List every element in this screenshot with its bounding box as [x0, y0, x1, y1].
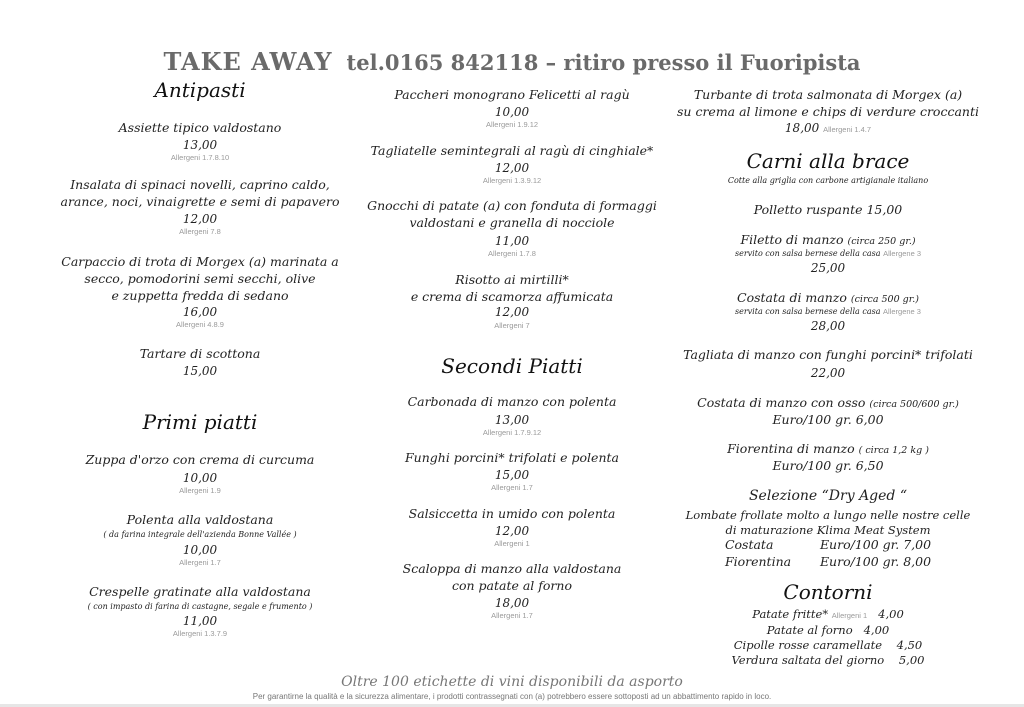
dish-price: 10,00	[182, 471, 218, 485]
dish-allergens: Allergeni 1.7	[491, 483, 533, 492]
dish-allergens: Allergeni 4.8.9	[176, 320, 224, 329]
dish-name: Carpaccio di trota di Morgex (a) marinata a	[61, 254, 339, 269]
dish-allergens: Allergene 3	[883, 307, 921, 316]
section-subtitle: Cotte alla griglia con carbone artigianale italiano	[727, 176, 929, 185]
dish-price: Euro/100 gr. 6,00	[772, 412, 884, 427]
dish-price: 11,00	[182, 614, 218, 628]
dish-allergens: Allergeni 1.4.7	[823, 125, 872, 134]
dish-note-text: servito con salsa bernese della casa	[734, 249, 881, 258]
dish-price: 12,00	[182, 212, 218, 226]
dish-allergens: Allergeni 1.9	[179, 486, 221, 495]
dish-allergens: Allergeni 1.7.8.10	[170, 153, 230, 162]
dish-name: Polenta alla valdostana	[126, 512, 274, 527]
disclaimer: Per garantirne la qualità e la sicurezza alimentare, i prodotti contrassegnati con (a) potrebbero essere sottoposti ad un abbattimento rapido in loco.	[252, 692, 772, 701]
dish-price: 16,00	[182, 305, 218, 319]
side-name: Patate fritte*	[752, 607, 829, 621]
dish-title: Filetto di manzo	[740, 232, 844, 247]
dry-aged-cut: Fiorentina	[724, 554, 792, 569]
dish-price: 18,00	[784, 121, 820, 135]
take-away-title: TAKE AWAY	[163, 47, 333, 76]
side-item	[665, 652, 991, 668]
dish-name	[665, 395, 991, 413]
section-title-primi: Primi piatti	[142, 410, 258, 434]
contact-info: tel.0165 842118 – ritiro presso il Fuoripista	[346, 50, 861, 75]
dish-price: 12,00	[494, 305, 530, 319]
dry-aged-row	[665, 537, 991, 553]
side-price: 4,50	[896, 638, 923, 652]
wine-note: Oltre 100 etichette di vini disponibili da asporto	[341, 674, 683, 690]
dish-title: Costata di manzo	[737, 290, 847, 305]
dish-title: Costata di manzo con osso	[697, 395, 866, 410]
dish-name: Risotto ai mirtilli*	[455, 272, 569, 287]
dish-name: Paccheri monograno Felicetti al ragù	[394, 87, 630, 102]
dish-price: 15,00	[494, 468, 530, 482]
dish-name: e zuppetta fredda di sedano	[111, 288, 289, 303]
dish-price: 18,00	[494, 596, 530, 610]
dry-aged-desc: Lombate frollate molto a lungo nelle nostre celle	[685, 508, 971, 522]
dish-price: 22,00	[810, 366, 846, 380]
dish-name: e crema di scamorza affumicata	[410, 289, 614, 304]
dish-note-text: servita con salsa bernese della casa	[735, 307, 881, 316]
dry-aged-title: Selezione “Dry Aged “	[748, 488, 908, 504]
dish-allergens: Allergeni 1.7	[179, 558, 221, 567]
dish-price: 28,00	[810, 319, 846, 333]
dish-name: Polletto ruspante 15,00	[753, 202, 903, 217]
dish-price: Euro/100 gr. 6,50	[772, 458, 884, 473]
dish-name: arance, noci, vinaigrette e semi di papavero	[60, 194, 340, 209]
dish-name: secco, pomodorini semi secchi, olive	[84, 271, 316, 286]
dish-note: ( da farina integrale dell'azienda Bonne Vallée )	[103, 530, 297, 539]
dish-name: Assiette tipico valdostano	[118, 120, 282, 135]
dish-price: 15,00	[182, 364, 218, 378]
dish-price: 25,00	[810, 261, 846, 275]
dry-aged-cut: Costata	[724, 537, 774, 552]
dish-weight: (circa 500/600 gr.)	[869, 399, 959, 410]
dish-name	[665, 441, 991, 459]
dish-weight: (circa 250 gr.)	[847, 236, 916, 247]
dish-price: 10,00	[494, 105, 530, 119]
dish-allergens: Allergeni 7	[494, 321, 530, 330]
dish-weight: ( circa 1,2 kg )	[858, 445, 929, 456]
side-price: 4,00	[878, 607, 904, 621]
dish-name: Funghi porcini* trifolati e polenta	[405, 450, 619, 465]
dish-name: Gnocchi di patate (a) con fonduta di formaggi	[367, 198, 657, 213]
dish-allergens: Allergeni 7.8	[179, 227, 221, 236]
side-name: Verdura saltata del giorno	[731, 653, 885, 667]
dry-aged-desc: di maturazione Klima Meat System	[725, 523, 931, 537]
side-item	[665, 622, 991, 638]
dish-price-row	[665, 120, 991, 138]
dish-name: su crema al limone e chips di verdure croccanti	[677, 104, 979, 119]
dry-aged-price: Euro/100 gr. 7,00	[819, 537, 932, 552]
dish-price: 12,00	[494, 524, 530, 538]
dish-allergens: Allergeni 1.7	[491, 611, 533, 620]
side-name: Patate al forno	[766, 623, 853, 637]
dish-allergens: Allergene 3	[883, 249, 922, 258]
dish-allergens: Allergeni 1.9.12	[485, 120, 539, 129]
side-name: Cipolle rosse caramellate	[733, 638, 883, 652]
dish-note: ( con impasto di farina di castagne, segale e frumento )	[87, 602, 313, 611]
dish-name: Scaloppa di manzo alla valdostana	[402, 561, 622, 576]
dish-name: Crespelle gratinate alla valdostana	[89, 584, 311, 599]
dish-allergens: Allergeni 1.7.8	[488, 249, 536, 258]
dish-name: Tagliata di manzo con funghi porcini* trifolati	[683, 347, 973, 362]
dish-name: Insalata di spinaci novelli, caprino caldo,	[70, 177, 330, 192]
dish-allergens: Allergeni 1.3.7.9	[172, 629, 228, 638]
dish-allergens: Allergeni 1	[494, 539, 530, 548]
side-price: 5,00	[898, 653, 925, 667]
dish-name: valdostani e granella di nocciole	[409, 215, 615, 230]
dish-name: Turbante di trota salmonata di Morgex (a)	[693, 87, 963, 102]
dish-name: Zuppa d'orzo con crema di curcuma	[85, 452, 315, 467]
dish-name: Tagliatelle semintegrali al ragù di cinghiale*	[370, 143, 654, 158]
side-allergens: Allergeni 1	[831, 611, 868, 620]
dish-title: Fiorentina di manzo	[727, 441, 855, 456]
side-item	[665, 637, 991, 653]
dry-aged-price: Euro/100 gr. 8,00	[819, 554, 932, 569]
dish-price: 13,00	[182, 138, 218, 152]
dish-price: 13,00	[494, 413, 530, 427]
section-title-antipasti: Antipasti	[154, 78, 246, 102]
dish-price: 10,00	[182, 543, 218, 557]
dish-name: con patate al forno	[451, 578, 572, 593]
dish-weight: (circa 500 gr.)	[850, 294, 919, 305]
section-title-contorni: Contorni	[783, 580, 873, 604]
dish-name: Tartare di scottona	[139, 346, 261, 361]
dish-price: 11,00	[494, 234, 530, 248]
side-price: 4,00	[863, 623, 890, 637]
page-header	[0, 47, 1024, 76]
dish-allergens: Allergeni 1.7.9.12	[482, 428, 542, 437]
dish-name: Salsiccetta in umido con polenta	[408, 506, 616, 521]
dish-name: Carbonada di manzo con polenta	[407, 394, 617, 409]
dry-aged-row	[665, 554, 991, 570]
dish-allergens: Allergeni 1.3.9.12	[482, 176, 542, 185]
section-title-carni: Carni alla brace	[746, 149, 910, 173]
section-title-secondi: Secondi Piatti	[441, 354, 583, 378]
dish-price: 12,00	[494, 161, 530, 175]
